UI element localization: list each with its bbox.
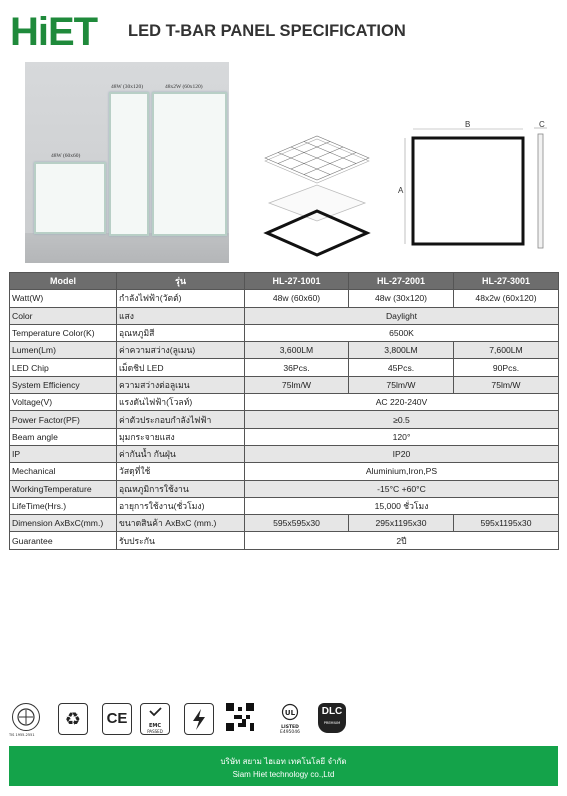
header [10, 8, 557, 56]
dim-label-b: B [465, 120, 471, 129]
table-row [10, 515, 559, 532]
row-value: 295x1195x30 [349, 515, 454, 532]
tis-cert-label: TIS 1955-2551 [9, 733, 35, 737]
row-value: 36Pcs. [245, 359, 349, 376]
row-value: 3,800LM [349, 342, 454, 359]
row-label-th: ความสว่างต่อลูเมน [117, 376, 245, 393]
row-value: 48x2w (60x120) [454, 290, 559, 307]
row-label-en: Color [10, 307, 117, 324]
dimension-drawing [395, 120, 555, 260]
grid-louver [265, 136, 369, 183]
dlc-cert-icon [318, 703, 346, 733]
row-value: AC 220-240V [245, 394, 559, 411]
row-value: -15°C +60°C [245, 480, 559, 497]
col-header-hl-27-3001: HL-27-3001 [454, 273, 559, 290]
table-row [10, 394, 559, 411]
row-value: 15,000 ชั่วโมง [245, 497, 559, 514]
table-row [10, 376, 559, 393]
row-value: 6500K [245, 324, 559, 341]
table-row [10, 342, 559, 359]
tis-cert-icon [9, 703, 40, 737]
energy-cert-icon [184, 703, 214, 735]
table-row [10, 307, 559, 324]
row-value: Aluminium,Iron,PS [245, 463, 559, 480]
row-label-en: LED Chip [10, 359, 117, 376]
row-value: 48w (60x60) [245, 290, 349, 307]
table-row [10, 480, 559, 497]
row-label-en: Temperature Color(K) [10, 324, 117, 341]
table-row [10, 359, 559, 376]
row-label-th: อุณหภูมิการใช้งาน [117, 480, 245, 497]
col-header-hl-27-2001: HL-27-2001 [349, 273, 454, 290]
table-row [10, 532, 559, 549]
row-label-en: WorkingTemperature [10, 480, 117, 497]
row-value: ≥0.5 [245, 411, 559, 428]
row-label-th: ค่าความสว่าง(ลูเมน) [117, 342, 245, 359]
logo-et: ET [48, 10, 98, 54]
row-value: Daylight [245, 307, 559, 324]
row-label-en: Guarantee [10, 532, 117, 549]
footer-bar [9, 746, 558, 786]
row-label-en: Dimension AxBxC(mm.) [10, 515, 117, 532]
certification-logos [9, 703, 352, 739]
panel-60x120 [152, 92, 227, 236]
dim-label-a: A [398, 186, 404, 195]
diffuser-sheet [269, 185, 365, 221]
row-value: 2ปี [245, 532, 559, 549]
row-label-en: Power Factor(PF) [10, 411, 117, 428]
row-label-en: System Efficiency [10, 376, 117, 393]
row-label-th: ขนาดสินค้า AxBxC (mm.) [117, 515, 245, 532]
svg-text:UL: UL [284, 709, 296, 717]
row-label-th: กำลังไฟฟ้า(วัตต์) [117, 290, 245, 307]
dlc-label: DLC [321, 706, 343, 717]
panel-30x120 [109, 92, 149, 236]
row-label-th: เม็ดชิป LED [117, 359, 245, 376]
table-header-row [10, 273, 559, 290]
row-label-th: แสง [117, 307, 245, 324]
col-header-hl-27-1001: HL-27-1001 [245, 273, 349, 290]
row-value: 595x595x30 [245, 515, 349, 532]
photo-floor [25, 233, 229, 263]
row-value: 7,600LM [454, 342, 559, 359]
ul-listed-label: LISTED [281, 725, 299, 730]
row-label-en: IP [10, 445, 117, 462]
row-label-en: Lumen(Lm) [10, 342, 117, 359]
row-label-th: อายุการใช้งาน(ชั่วโมง) [117, 497, 245, 514]
emc-cert-sublabel: PASSED [147, 729, 163, 734]
row-value: 120° [245, 428, 559, 445]
row-value: 75lm/W [454, 376, 559, 393]
page-title: LED T-BAR PANEL SPECIFICATION [128, 22, 406, 40]
photo-label-60x60: 48W (60x60) [51, 153, 81, 159]
row-value: IP20 [245, 445, 559, 462]
col-header-model: Model [10, 273, 117, 290]
table-row [10, 497, 559, 514]
row-label-th: ค่าตัวประกอบกำลังไฟฟ้า [117, 411, 245, 428]
qr-code [226, 703, 254, 733]
table-row [10, 463, 559, 480]
company-name-th: บริษัท สยาม ไฮเอท เทคโนโลยี จำกัด [220, 757, 347, 766]
row-label-en: Mechanical [10, 463, 117, 480]
row-label-en: LifeTime(Hrs.) [10, 497, 117, 514]
company-name-en: Siam Hiet technology co.,Ltd [232, 770, 335, 779]
row-label-th: อุณหภูมิสี [117, 324, 245, 341]
row-label-th: มุมกระจายแสง [117, 428, 245, 445]
row-label-th: แรงดันไฟฟ้า(โวลท์) [117, 394, 245, 411]
emc-cert-label: EMC [148, 723, 162, 729]
row-value: 90Pcs. [454, 359, 559, 376]
table-row [10, 445, 559, 462]
table-row [10, 411, 559, 428]
logo-hi: Hi [10, 10, 48, 54]
row-label-en: Beam angle [10, 428, 117, 445]
photo-label-30x120: 48W (30x120) [111, 84, 144, 90]
exploded-diagram [255, 130, 375, 260]
row-value: 75lm/W [349, 376, 454, 393]
row-label-th: ค่ากันน้ำ กันฝุ่น [117, 445, 245, 462]
row-label-en: Voltage(V) [10, 394, 117, 411]
table-row [10, 290, 559, 307]
table-body [10, 290, 559, 549]
emc-cert-icon [140, 703, 170, 735]
dimension-svg [395, 120, 555, 260]
product-photo [25, 62, 229, 263]
table-row [10, 428, 559, 445]
col-header-model-th: รุ่น [117, 273, 245, 290]
row-value: 48w (30x120) [349, 290, 454, 307]
ce-cert-label: CE [106, 710, 128, 727]
dim-label-c: C [539, 120, 545, 129]
row-label-th: รับประกัน [117, 532, 245, 549]
spec-table [9, 272, 559, 550]
recycle-icon [58, 703, 88, 735]
row-value: 45Pcs. [349, 359, 454, 376]
row-value: 3,600LM [245, 342, 349, 359]
table-row [10, 324, 559, 341]
ce-cert-icon [102, 703, 132, 735]
svg-text:♻: ♻ [64, 709, 82, 730]
row-value: 595x1195x30 [454, 515, 559, 532]
photo-label-60x120: 48x2W (60x120) [165, 84, 203, 90]
dlc-sublabel: PREMIUM [323, 721, 341, 725]
hiet-logo [10, 12, 97, 52]
ul-code-label: E495046 [279, 730, 301, 735]
row-label-th: วัสดุที่ใช้ [117, 463, 245, 480]
panel-60x60 [34, 162, 106, 234]
row-value: 75lm/W [245, 376, 349, 393]
row-label-en: Watt(W) [10, 290, 117, 307]
ul-listed-cert-icon [276, 703, 304, 733]
